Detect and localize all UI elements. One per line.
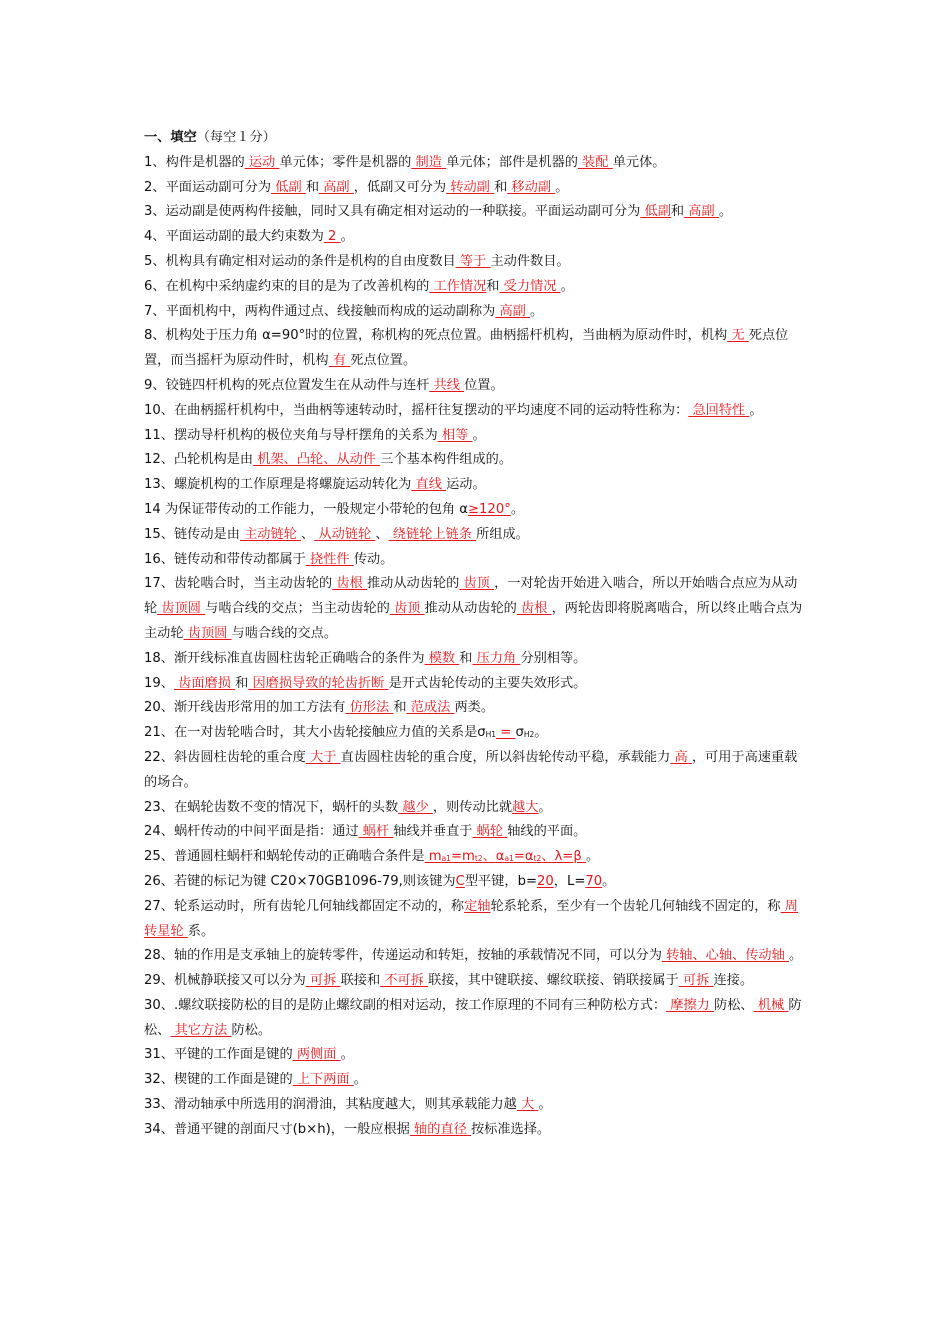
question-text: ，L=	[553, 873, 586, 889]
question-text: 防松、	[714, 997, 754, 1013]
answer-blank	[496, 849, 542, 864]
answer-blank: 、	[541, 849, 555, 865]
question-text: 25、普通圆柱蜗杆和蜗轮传动的正确啮合条件是	[144, 849, 425, 865]
answer-blank: 移动副	[507, 179, 556, 195]
question-text: 。	[560, 278, 574, 294]
answer-blank: 模数	[424, 650, 460, 666]
question-text: 分别相等。	[520, 650, 587, 666]
question-text: 推动从动齿轮的	[424, 601, 517, 617]
question-15	[144, 523, 808, 548]
answer-blank: 可拆	[305, 973, 341, 989]
question-29	[144, 969, 808, 994]
question-text: 27、轮系运动时，所有齿轮几何轴线都固定不动的，称	[144, 898, 465, 914]
question-text: 30、.螺纹联接防松的目的是防止螺纹副的相对运动，按工作原理的不同有三种防松方式：	[144, 997, 667, 1013]
answer-blank: 装配	[577, 154, 613, 170]
subscript: t2	[474, 854, 483, 864]
answer-blank: 转动副	[446, 179, 495, 195]
question-6	[144, 275, 808, 300]
answer-blank: 共线	[429, 377, 465, 393]
answer-blank: C	[455, 873, 465, 889]
answer-blank: 齿顶	[389, 601, 425, 617]
question-23	[144, 796, 808, 821]
question-text: 28、轴的作用是支承轴上的旋转零件，传递运动和转矩，按轴的承载情况不同，可以分为	[144, 948, 662, 964]
answer-blank: 挠性件	[305, 551, 354, 567]
answer-blank: λ=β	[554, 849, 586, 865]
question-text: 22、斜齿圆柱齿轮的重合度	[144, 749, 306, 765]
question-text: 、	[301, 526, 315, 542]
question-text: 和	[494, 179, 508, 195]
question-text: 主动件数目。	[490, 253, 570, 269]
question-text: 所组成。	[476, 526, 529, 542]
answer-part: =α	[513, 849, 534, 865]
answer-blank: 等于	[455, 253, 491, 269]
answer-blank: 蜗轮	[472, 824, 508, 840]
question-text: 31、平键的工作面是键的	[144, 1047, 293, 1063]
question-text: 死点位置。	[350, 353, 417, 369]
question-30	[144, 994, 808, 1044]
answer-blank: 、	[482, 849, 496, 865]
question-text: 直齿圆柱齿轮的重合度，所以斜齿轮传动平稳，承载能力	[340, 749, 671, 765]
question-14	[144, 498, 808, 523]
answer-blank	[425, 849, 483, 864]
question-text: 轮系轮系，至少有一个齿轮几何轴线不固定的，称	[490, 898, 781, 914]
answer-blank: 齿面磨损	[173, 675, 236, 691]
subscript: H2	[523, 730, 535, 740]
answer-blank: 可拆	[678, 973, 714, 989]
question-text: 。	[555, 179, 569, 195]
question-text: 20、渐开线齿形常用的加工方法有	[144, 700, 346, 716]
question-text: 联接，其中键联接、螺纹联接、销联接属于	[428, 973, 679, 989]
answer-blank: 绕链轮上链条	[388, 526, 477, 542]
question-text: 17、齿轮啮合时，当主动齿轮的	[144, 576, 333, 592]
question-text: 型平键，b=	[464, 873, 537, 889]
question-text: 14 为保证带传动的工作能力，一般规定小带轮的包角 α	[144, 501, 468, 517]
answer-blank: 齿顶圆	[183, 625, 232, 641]
question-text: 位置。	[464, 377, 504, 393]
question-text: 与啮合线的交点。	[231, 625, 338, 641]
question-text: ，可用于高速重载的场合。	[144, 749, 798, 790]
question-text: 连接。	[713, 973, 754, 989]
question-text: 1、构件是机器的	[144, 154, 245, 170]
question-12	[144, 448, 808, 473]
question-text: 19、	[144, 675, 174, 691]
question-text: 与啮合线的交点；当主动齿轮的	[205, 601, 390, 617]
question-text: 3、运动副是使两构件接触，同时又具有确定相对运动的一种联接。平面运动副可分为	[144, 204, 641, 220]
question-text: 系。	[187, 923, 215, 939]
question-2	[144, 176, 808, 201]
question-text: 和	[486, 278, 500, 294]
question-text: 4、平面运动副的最大约束数为	[144, 229, 324, 245]
question-28	[144, 944, 808, 969]
question-text: 。	[788, 948, 803, 964]
question-text: σ	[515, 725, 524, 741]
question-text: 9、铰链四杆机构的死点位置发生在从动件与连杆	[144, 377, 430, 393]
question-8	[144, 324, 808, 374]
answer-blank: 两侧面	[292, 1047, 341, 1063]
question-21	[144, 721, 808, 746]
answer-blank: 有	[328, 353, 351, 369]
question-text: 21、在一对齿轮啮合时，其大小齿轮接触应力值的关系是σ	[144, 725, 486, 741]
question-1	[144, 151, 808, 176]
question-text: 防松。	[231, 1022, 272, 1038]
question-text: 。	[530, 303, 544, 319]
question-24	[144, 820, 808, 845]
question-text: 12、凸轮机构是由	[144, 452, 254, 468]
question-22	[144, 746, 808, 796]
question-text: 23、在蜗轮齿数不变的情况下，蜗杆的头数	[144, 799, 399, 815]
section-note: （每空１分）	[196, 130, 276, 145]
question-3	[144, 200, 808, 225]
question-text: 。	[340, 1047, 354, 1063]
question-text: 单元体。	[612, 154, 666, 170]
question-text: 。	[534, 725, 548, 741]
question-16	[144, 548, 808, 573]
answer-blank: 定轴	[464, 898, 491, 914]
answer-blank: 无	[727, 328, 749, 344]
answer-blank: 低副	[640, 204, 671, 220]
answer-blank: 因磨损导致的轮齿折断	[248, 675, 389, 691]
answer-blank: 越大	[512, 799, 539, 815]
question-text: 33、滑动轴承中所选用的润滑油，其粘度越大，则其承载能力越	[144, 1097, 517, 1113]
question-text: ，则传动比就	[432, 799, 513, 815]
question-text: 8、机构处于压力角 α=90°时的位置，称机构的死点位置。曲柄摇杆机构，当曲柄为原动件时，机构	[144, 328, 728, 344]
answer-blank: 20	[537, 873, 554, 889]
answer-part: m	[424, 849, 442, 865]
question-31	[144, 1043, 808, 1068]
answer-blank: 相等	[437, 427, 473, 443]
section-heading	[144, 126, 808, 151]
question-9	[144, 374, 808, 399]
question-text: 。	[749, 402, 763, 418]
answer-blank: 齿顶圆	[157, 601, 206, 617]
answer-blank: 从动链轮	[314, 526, 376, 542]
answer-blank: 齿根	[516, 601, 552, 617]
question-text: 18、渐开线标准直齿圆柱齿轮正确啮合的条件为	[144, 650, 425, 666]
question-text: 和	[305, 179, 320, 195]
question-11	[144, 424, 808, 449]
answer-blank: 其它方法	[170, 1022, 232, 1038]
question-13	[144, 473, 808, 498]
question-text: 34、普通平键的剖面尺寸(b×h)，一般应根据	[144, 1121, 410, 1137]
question-text: 。	[538, 1097, 552, 1113]
question-4	[144, 225, 808, 250]
question-text: 传动。	[353, 551, 394, 567]
question-33	[144, 1093, 808, 1118]
question-text: 单元体；部件是机器的	[446, 154, 578, 170]
question-text: 推动从动齿轮的	[366, 576, 460, 592]
answer-blank: 工作情况	[429, 278, 487, 294]
question-text: 。	[472, 427, 486, 443]
question-5	[144, 250, 808, 275]
answer-blank: 蜗杆	[358, 824, 394, 840]
question-text: 32、楔键的工作面是键的	[144, 1072, 293, 1088]
answer-blank: ≥120°	[467, 501, 511, 517]
answer-blank: 直线	[411, 477, 447, 493]
question-20	[144, 696, 808, 721]
answer-blank: 转轴、心轴、传动轴	[661, 948, 789, 964]
question-text: 三个基本构件组成的。	[380, 452, 513, 468]
question-19	[144, 672, 808, 697]
question-text: ，低副又可分为	[353, 179, 447, 195]
answer-blank: 不可拆	[380, 973, 429, 989]
answer-blank: 轴的直径	[409, 1121, 471, 1137]
question-text: 轴线并垂直于	[393, 824, 473, 840]
answer-blank: 压力角	[472, 650, 521, 666]
subscript: a1	[441, 854, 451, 864]
answer-blank: 摩擦力	[666, 997, 715, 1013]
section-title: 一、填空	[144, 130, 197, 145]
answer-blank: 仿形法	[345, 700, 394, 716]
question-text: 2、平面运动副可分为	[144, 179, 272, 195]
question-text: 。	[340, 229, 354, 245]
question-text: 和	[670, 204, 685, 220]
subscript: t2	[533, 854, 542, 864]
question-text: 轴线的平面。	[507, 824, 587, 840]
answer-blank: 齿根	[332, 576, 367, 592]
answer-blank: 70	[585, 873, 603, 889]
question-text: 13、螺旋机构的工作原理是将螺旋运动转化为	[144, 477, 412, 493]
question-text: 单元体；零件是机器的	[279, 154, 412, 170]
question-text: 两类。	[454, 700, 495, 716]
question-25	[144, 845, 808, 870]
question-text: 联接和	[340, 973, 381, 989]
answer-blank: 机械	[753, 997, 789, 1013]
answer-blank: 运动	[244, 154, 280, 170]
answer-blank: 大于	[305, 749, 341, 765]
answer-blank: 齿顶	[459, 576, 495, 592]
question-text: 16、链传动和带传动都属于	[144, 551, 306, 567]
question-text: 和	[235, 675, 249, 691]
answer-part: =m	[450, 849, 475, 865]
answer-blank: 高副	[684, 204, 719, 220]
answer-blank: 制造	[411, 154, 447, 170]
subscript: H1	[485, 730, 497, 740]
question-text: 26、若键的标记为键 C20×70GB1096-79,则该键为	[144, 873, 456, 889]
answer-blank: 大	[516, 1097, 539, 1113]
answer-blank: =	[496, 725, 516, 741]
question-text: 防松、	[144, 997, 802, 1038]
question-text: 和	[393, 700, 407, 716]
question-34	[144, 1118, 808, 1143]
answer-blank: 机架、凸轮、从动件	[253, 452, 381, 468]
question-17	[144, 572, 808, 646]
question-text: ，两轮齿即将脱离啮合，所以终止啮合点为主动轮	[144, 601, 803, 641]
question-text: 15、链传动是由	[144, 526, 240, 542]
question-text: 、	[375, 526, 389, 542]
question-18	[144, 647, 808, 672]
question-text: 运动。	[446, 477, 486, 493]
answer-blank: 上下两面	[292, 1072, 354, 1088]
question-text: 24、蜗杆传动的中间平面是指：通过	[144, 824, 359, 840]
question-text: 和	[459, 650, 473, 666]
answer-blank: 主动链轮	[239, 526, 302, 542]
question-text: 。	[585, 849, 600, 865]
answer-blank: 越少	[398, 799, 433, 815]
question-text: 。	[538, 799, 552, 815]
question-text: 按标准选择。	[471, 1121, 551, 1137]
answer-blank: 急回特性	[688, 402, 750, 418]
question-text: 。	[602, 873, 616, 889]
question-text: 是开式齿轮传动的主要失效形式。	[388, 675, 587, 691]
answer-blank: 高	[670, 749, 692, 765]
answer-blank: 受力情况	[499, 278, 561, 294]
question-text: 。	[510, 501, 524, 517]
question-text: 11、摆动导杆机构的极位夹角与导杆摆角的关系为	[144, 427, 438, 443]
question-text: 29、机械静联接又可以分为	[144, 973, 306, 989]
question-text: 。	[353, 1072, 367, 1088]
question-32	[144, 1068, 808, 1093]
answer-blank: 范成法	[406, 700, 455, 716]
question-26	[144, 870, 808, 895]
question-text: 7、平面机构中，两构件通过点、线接触而构成的运动副称为	[144, 303, 496, 319]
question-text: ，一对轮齿开始进入啮合，所以开始啮合点应为从动轮	[144, 576, 798, 617]
answer-blank: 低副	[271, 179, 306, 195]
question-text: 6、在机构中采纳虚约束的目的是为了改善机构的	[144, 278, 430, 294]
question-text: 5、机构具有确定相对运动的条件是机构的自由度数目	[144, 253, 456, 269]
question-27	[144, 895, 808, 945]
question-text: 。	[718, 204, 733, 220]
answer-blank: 高副	[495, 303, 531, 319]
question-text: 10、在曲柄摇杆机构中，当曲柄等速转动时，摇杆往复摆动的平均速度不同的运动特性称为：	[144, 402, 689, 418]
question-text: 死点位置，而当摇杆为原动件时，机构	[144, 328, 789, 369]
answer-part: α	[495, 849, 505, 865]
subscript: a1	[504, 854, 514, 864]
question-10	[144, 399, 808, 424]
answer-blank: 高副	[319, 179, 354, 195]
question-7	[144, 300, 808, 325]
answer-blank: 周转星轮	[144, 898, 798, 939]
document-page	[144, 126, 808, 1143]
answer-blank: 2	[323, 229, 341, 245]
